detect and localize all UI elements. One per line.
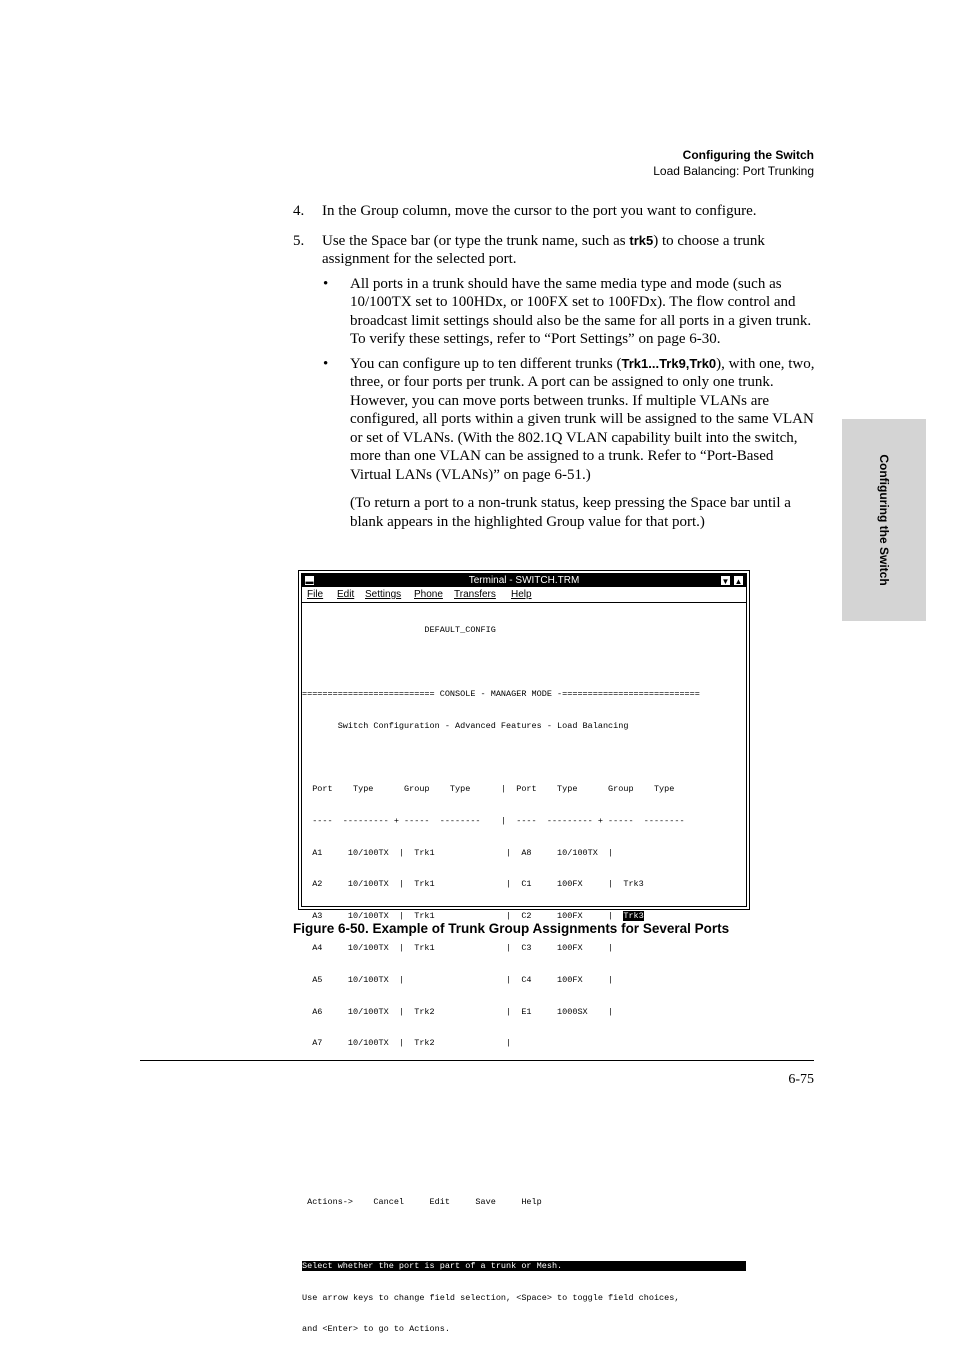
menu-settings[interactable]: Settings bbox=[365, 589, 402, 600]
menu-transfers[interactable]: Transfers bbox=[454, 589, 496, 600]
screen-line: A5 10/100TX | | C4 100FX | bbox=[302, 974, 614, 985]
terminal-title: Terminal - SWITCH.TRM bbox=[468, 575, 580, 586]
step-text-post: ) to choose a trunk assignment for the selected port. bbox=[322, 232, 765, 267]
help-line-highlighted: Select whether the port is part of a trunk or Mesh. bbox=[302, 1261, 746, 1272]
maximize-icon[interactable]: ▲ bbox=[734, 577, 743, 586]
menu-help[interactable]: Help bbox=[511, 589, 532, 600]
bullet-text-pre: You can configure up to ten different trunks ( bbox=[350, 355, 622, 372]
bullet-icon: • bbox=[323, 275, 329, 292]
minimize-icon[interactable]: ▼ bbox=[721, 577, 730, 586]
screen-line: A4 10/100TX | Trk1 | C3 100FX | bbox=[302, 943, 614, 953]
selected-group-field[interactable]: Trk3 bbox=[623, 911, 644, 922]
step-5 bbox=[293, 232, 815, 269]
menu-phone[interactable]: Phone bbox=[414, 589, 443, 600]
side-tab-label: Configuring the Switch bbox=[877, 454, 891, 586]
screen-line: and <Enter> to go to Actions. bbox=[302, 1324, 450, 1335]
footer-rule bbox=[140, 1060, 814, 1061]
note-paragraph: (To return a port to a non-trunk status, keep pressing the Space bar until a blank appears in the highlighted Group value for that port.) bbox=[350, 495, 791, 530]
screen-line: A1 10/100TX | Trk1 | A8 10/100TX | bbox=[302, 847, 614, 858]
screen-line: Port Type Group Type | Port Type Group Type bbox=[302, 784, 675, 795]
screen-line bbox=[302, 1165, 746, 1176]
screen-line: A7 10/100TX | Trk2 | bbox=[302, 1038, 512, 1049]
bullet-item bbox=[293, 275, 815, 349]
bullet-item bbox=[293, 355, 815, 485]
screen-line: A6 10/100TX | Trk2 | E1 1000SX | bbox=[302, 1006, 614, 1017]
screen-line bbox=[302, 1102, 746, 1113]
step-number: 4. bbox=[293, 203, 305, 219]
bullet-icon: • bbox=[323, 355, 329, 372]
screen-line: ---- --------- + ----- -------- | ---- --------- + ----- -------- bbox=[302, 815, 685, 826]
step-number: 5. bbox=[293, 232, 305, 249]
step-text-pre: Use the Space bar (or type the trunk name, such as bbox=[322, 232, 630, 249]
step-4 bbox=[293, 202, 815, 221]
menu-edit[interactable]: Edit bbox=[337, 589, 355, 600]
terminal-titlebar bbox=[302, 574, 746, 587]
command-text: Trk1...Trk9,Trk0 bbox=[621, 355, 717, 371]
system-menu-icon[interactable]: ▬ bbox=[305, 577, 314, 586]
screen-line: A3 10/100TX | Trk1 | C2 100FX | bbox=[302, 911, 624, 922]
screen-line: Switch Configuration - Advanced Features - Load Balancing bbox=[302, 720, 629, 731]
screen-line bbox=[302, 752, 746, 763]
screen-line bbox=[302, 1070, 746, 1081]
figure-caption: Figure 6-50. Example of Trunk Group Assignments for Several Ports bbox=[293, 921, 730, 936]
command-text: trk5 bbox=[629, 232, 654, 248]
actions-line[interactable]: Actions-> Cancel Edit Save Help bbox=[302, 1197, 542, 1208]
screen-line: DEFAULT_CONFIG bbox=[302, 625, 496, 636]
menu-file[interactable]: File bbox=[307, 589, 324, 600]
side-tab bbox=[842, 419, 926, 621]
step-text: In the Group column, move the cursor to the port you want to configure. bbox=[322, 203, 757, 219]
screen-line bbox=[302, 1229, 746, 1240]
bullet-text-post: ), with one, two, three, or four ports per trunk. A port can be assigned to only one trunk. However, you can move ports between trunks. If multiple VLANs are configured, all ports within a given trunk will be assigned to the same VLAN or set of VLANs. (With the 802.1Q VLAN capability built into the switch, more than one VLAN can be assigned to a trunk. Refer to “Port-Based Virtual LANs (VLANs)” on page 6-51.) bbox=[350, 355, 815, 483]
screen-line bbox=[302, 1134, 746, 1145]
screen-line: ========================== CONSOLE - MANAGER MODE -=========================== bbox=[302, 688, 700, 699]
terminal-menubar bbox=[302, 588, 746, 603]
body-text bbox=[293, 202, 815, 531]
bullet-text: All ports in a trunk should have the same media type and mode (such as 10/100TX set to 100HDx, or 100FX set to 100FDx). The flow control and broadcast limit settings should also be the same for all ports in a given trunk. To verify these settings, refer to “Port Settings” on page 6-30. bbox=[350, 275, 812, 347]
screen-line: Use arrow keys to change field selection, <Space> to toggle field choices, bbox=[302, 1292, 680, 1303]
running-header-title: Configuring the Switch bbox=[682, 148, 814, 162]
running-header-subtitle: Load Balancing: Port Trunking bbox=[653, 164, 814, 178]
screen-line bbox=[302, 657, 746, 668]
page-number: 6-75 bbox=[788, 1072, 814, 1087]
screen-line: A2 10/100TX | Trk1 | C1 100FX | Trk3 bbox=[302, 879, 644, 890]
terminal-screen bbox=[302, 604, 746, 1356]
